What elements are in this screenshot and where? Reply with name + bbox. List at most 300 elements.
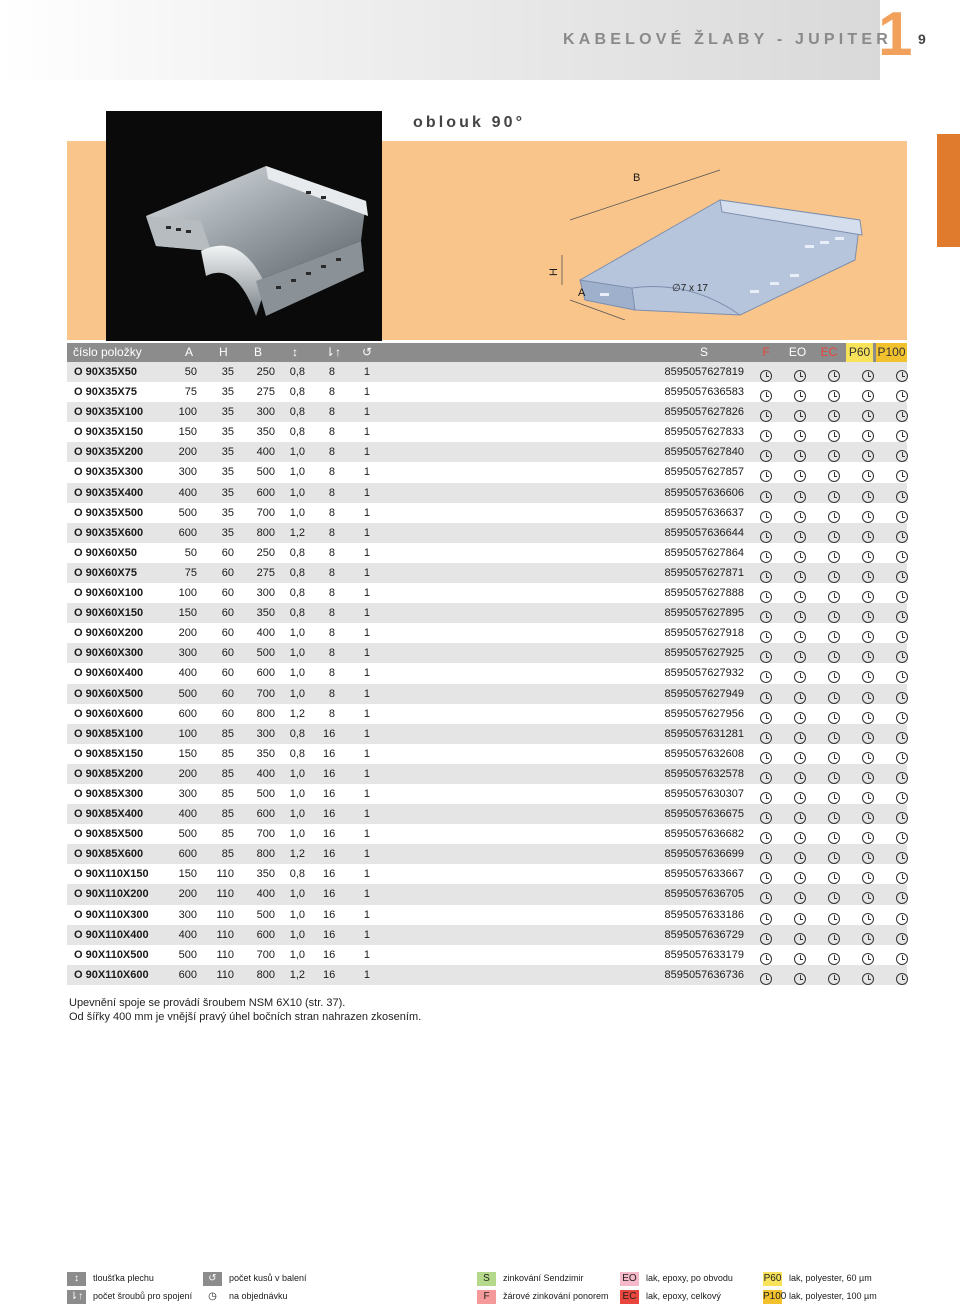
cell-thickness: 0,8	[289, 386, 305, 399]
cell-ean: 8595057627840	[664, 446, 744, 459]
clock-icon	[794, 450, 806, 462]
table-row	[67, 643, 907, 663]
legend-text: počet kusů v balení	[229, 1273, 307, 1283]
clock-icon	[828, 712, 840, 724]
clock-icon	[828, 651, 840, 663]
cell-screws: 8	[328, 466, 335, 479]
clock-icon	[862, 913, 874, 925]
clock-icon	[828, 792, 840, 804]
cell-screws: 8	[328, 687, 335, 700]
clock-icon	[828, 973, 840, 985]
table-row	[67, 603, 907, 623]
cell-thickness: 1,0	[289, 908, 305, 921]
clock-icon	[896, 772, 908, 784]
table-row	[67, 523, 907, 543]
clock-icon	[760, 370, 772, 382]
cell-thickness: 0,8	[289, 426, 305, 439]
cell-code: O 90X35X150	[74, 426, 144, 439]
legend-text: na objednávku	[229, 1291, 288, 1301]
clock-icon	[794, 631, 806, 643]
cell-pieces: 1	[363, 707, 370, 720]
col-header-b: B	[254, 345, 263, 359]
cell-h: 60	[221, 687, 234, 700]
cell-screws: 16	[323, 747, 336, 760]
col-header-eo: EO	[788, 345, 807, 359]
legend-text: žárové zinkování ponorem	[503, 1291, 609, 1301]
table-row	[67, 824, 907, 844]
cell-ean: 8595057627956	[664, 707, 744, 720]
clock-icon	[794, 732, 806, 744]
legend-text: zinkování Sendzimir	[503, 1273, 584, 1283]
cell-screws: 16	[323, 928, 336, 941]
clock-icon	[760, 812, 772, 824]
cell-a: 600	[178, 848, 197, 861]
cell-code: O 90X60X150	[74, 607, 144, 620]
cell-pieces: 1	[363, 587, 370, 600]
legend-symbol: S	[477, 1272, 496, 1286]
clock-icon	[794, 712, 806, 724]
cell-code: O 90X85X500	[74, 828, 144, 841]
cell-b: 700	[256, 687, 275, 700]
cell-code: O 90X110X400	[74, 928, 149, 941]
legend-symbol: F	[477, 1290, 496, 1304]
clock-icon	[794, 390, 806, 402]
cell-a: 500	[178, 687, 197, 700]
table-row	[67, 764, 907, 784]
cell-b: 700	[256, 506, 275, 519]
table-row	[67, 382, 907, 402]
clock-icon	[896, 551, 908, 563]
cell-thickness: 1,0	[289, 446, 305, 459]
cell-code: O 90X60X200	[74, 627, 144, 640]
cell-h: 60	[221, 707, 234, 720]
clock-icon	[794, 370, 806, 382]
cell-thickness: 1,0	[289, 687, 305, 700]
clock-icon	[828, 752, 840, 764]
clock-icon	[760, 712, 772, 724]
cell-screws: 16	[323, 908, 336, 921]
clock-icon	[760, 491, 772, 503]
cell-pieces: 1	[363, 767, 370, 780]
cell-a: 100	[178, 727, 197, 740]
cell-b: 300	[256, 727, 275, 740]
clock-icon	[862, 491, 874, 503]
cell-h: 35	[221, 446, 234, 459]
clock-icon	[896, 913, 908, 925]
table-row	[67, 704, 907, 724]
cell-b: 600	[256, 928, 275, 941]
clock-icon	[862, 933, 874, 945]
clock-icon	[760, 651, 772, 663]
cell-ean: 8595057632608	[664, 747, 744, 760]
cell-h: 60	[221, 627, 234, 640]
clock-icon	[760, 430, 772, 442]
cell-code: O 90X35X500	[74, 506, 144, 519]
cell-ean: 8595057627888	[664, 587, 744, 600]
cell-ean: 8595057636682	[664, 828, 744, 841]
clock-icon	[896, 410, 908, 422]
table-row	[67, 483, 907, 503]
legend-text: lak, epoxy, po obvodu	[646, 1273, 733, 1283]
clock-icon	[862, 390, 874, 402]
cell-thickness: 0,8	[289, 607, 305, 620]
product-photo	[106, 111, 382, 341]
cell-pieces: 1	[363, 386, 370, 399]
table-body	[67, 362, 907, 985]
table-row	[67, 744, 907, 764]
cell-b: 400	[256, 446, 275, 459]
clock-icon	[794, 892, 806, 904]
clock-icon	[862, 973, 874, 985]
legend-symbol: P100	[763, 1291, 787, 1302]
clock-icon	[862, 953, 874, 965]
cell-a: 400	[178, 486, 197, 499]
cell-h: 110	[216, 968, 234, 981]
cell-ean: 8595057627864	[664, 546, 744, 559]
cell-screws: 16	[323, 868, 336, 881]
cell-ean: 8595057636637	[664, 506, 744, 519]
cell-thickness: 1,0	[289, 647, 305, 660]
cell-screws: 16	[323, 848, 336, 861]
cell-pieces: 1	[363, 868, 370, 881]
clock-icon	[794, 752, 806, 764]
cell-h: 110	[216, 888, 234, 901]
clock-icon	[896, 712, 908, 724]
cell-screws: 8	[328, 607, 335, 620]
cell-ean: 8595057636583	[664, 386, 744, 399]
cell-thickness: 1,2	[289, 707, 305, 720]
footnote: Od šířky 400 mm je vnější pravý úhel bočních stran nahrazen zkosením.	[69, 1011, 422, 1023]
cell-screws: 16	[323, 948, 336, 961]
cell-thickness: 1,2	[289, 968, 305, 981]
cell-thickness: 1,0	[289, 828, 305, 841]
clock-icon	[828, 410, 840, 422]
clock-icon	[794, 511, 806, 523]
cell-a: 400	[178, 808, 197, 821]
legend-row	[67, 1289, 907, 1306]
cell-code: O 90X85X200	[74, 767, 144, 780]
cell-ean: 8595057627819	[664, 366, 744, 378]
cell-code: O 90X35X400	[74, 486, 144, 499]
table-row	[67, 543, 907, 563]
cell-ean: 8595057627925	[664, 647, 744, 660]
clock-icon	[862, 511, 874, 523]
cell-b: 275	[256, 386, 275, 399]
cell-h: 35	[221, 506, 234, 519]
clock-icon	[760, 591, 772, 603]
col-header-h: H	[219, 345, 228, 359]
cell-ean: 8595057633179	[664, 948, 744, 961]
cell-thickness: 0,8	[289, 747, 305, 760]
cell-screws: 16	[323, 787, 336, 800]
table-row	[67, 884, 907, 904]
cell-b: 500	[256, 466, 275, 479]
clock-icon	[828, 812, 840, 824]
cell-a: 600	[178, 707, 197, 720]
legend-text: lak, epoxy, celkový	[646, 1291, 721, 1301]
clock-icon	[760, 892, 772, 904]
cell-b: 600	[256, 486, 275, 499]
cell-h: 35	[221, 466, 234, 479]
clock-icon	[828, 370, 840, 382]
clock-icon	[794, 772, 806, 784]
cell-code: O 90X35X300	[74, 466, 144, 479]
clock-icon	[828, 772, 840, 784]
cell-b: 400	[256, 888, 275, 901]
clock-icon	[896, 933, 908, 945]
cell-pieces: 1	[363, 627, 370, 640]
clock-icon	[760, 732, 772, 744]
clock-icon	[862, 551, 874, 563]
clock-icon	[760, 551, 772, 563]
cell-pieces: 1	[363, 667, 370, 680]
legend-text: tloušťka plechu	[93, 1273, 154, 1283]
cell-ean: 8595057627895	[664, 607, 744, 620]
cell-thickness: 1,0	[289, 767, 305, 780]
cell-screws: 8	[328, 486, 335, 499]
cell-a: 300	[178, 908, 197, 921]
cell-a: 150	[178, 868, 197, 881]
clock-icon	[896, 531, 908, 543]
clock-icon	[794, 491, 806, 503]
clock-icon	[896, 852, 908, 864]
cell-pieces: 1	[363, 828, 370, 841]
cell-screws: 8	[328, 566, 335, 579]
cell-a: 400	[178, 928, 197, 941]
clock-icon	[760, 390, 772, 402]
cell-ean: 8595057636729	[664, 928, 744, 941]
legend-symbol: ◷	[203, 1290, 222, 1304]
cell-a: 500	[178, 506, 197, 519]
clock-icon	[828, 913, 840, 925]
col-header-s: S	[700, 345, 709, 359]
table-row	[67, 563, 907, 583]
cell-b: 600	[256, 808, 275, 821]
clock-icon	[828, 511, 840, 523]
cell-screws: 8	[328, 627, 335, 640]
cell-screws: 8	[328, 707, 335, 720]
cell-thickness: 1,0	[289, 808, 305, 821]
cell-h: 110	[216, 948, 234, 961]
chapter-number: 1	[878, 0, 913, 69]
clock-icon	[896, 491, 908, 503]
cell-pieces: 1	[363, 506, 370, 519]
clock-icon	[896, 390, 908, 402]
legend-symbol: EC	[620, 1290, 639, 1304]
clock-icon	[760, 571, 772, 583]
cell-a: 150	[178, 607, 197, 620]
col-header-p100: P100	[876, 343, 907, 362]
clock-icon	[828, 933, 840, 945]
clock-icon	[862, 571, 874, 583]
clock-icon	[760, 953, 772, 965]
cell-ean: 8595057636699	[664, 848, 744, 861]
clock-icon	[896, 752, 908, 764]
section-title: oblouk 90°	[413, 114, 526, 131]
cell-a: 200	[178, 888, 197, 901]
clock-icon	[862, 772, 874, 784]
clock-icon	[794, 531, 806, 543]
col-header-code: číslo položky	[73, 345, 142, 359]
cell-thickness: 1,0	[289, 787, 305, 800]
cell-h: 35	[221, 526, 234, 539]
clock-icon	[760, 872, 772, 884]
clock-icon	[828, 671, 840, 683]
col-header-thickness: ↕	[292, 345, 298, 359]
cell-ean: 8595057631281	[664, 727, 744, 740]
table-row	[67, 965, 907, 985]
cell-a: 150	[178, 426, 197, 439]
table-row	[67, 503, 907, 523]
cell-h: 35	[221, 426, 234, 439]
cell-code: O 90X60X600	[74, 707, 144, 720]
cell-ean: 8595057627857	[664, 466, 744, 479]
table-row	[67, 844, 907, 864]
cell-b: 700	[256, 828, 275, 841]
clock-icon	[862, 752, 874, 764]
cell-b: 350	[256, 607, 275, 620]
cell-ean: 8595057636705	[664, 888, 744, 901]
cell-ean: 8595057627932	[664, 667, 744, 680]
clock-icon	[760, 752, 772, 764]
cell-code: O 90X85X100	[74, 727, 144, 740]
clock-icon	[862, 651, 874, 663]
clock-icon	[896, 692, 908, 704]
clock-icon	[794, 671, 806, 683]
cell-screws: 8	[328, 546, 335, 559]
cell-code: O 90X60X400	[74, 667, 144, 680]
cell-screws: 8	[328, 587, 335, 600]
table-row	[67, 402, 907, 422]
cell-screws: 8	[328, 647, 335, 660]
clock-icon	[896, 611, 908, 623]
cell-code: O 90X60X100	[74, 587, 144, 600]
table-row	[67, 724, 907, 744]
cell-ean: 8595057627949	[664, 687, 744, 700]
legend-text: lak, polyester, 100 µm	[789, 1291, 877, 1301]
cell-thickness: 1,2	[289, 526, 305, 539]
cell-code: O 90X85X150	[74, 747, 144, 760]
table-row	[67, 623, 907, 643]
cell-a: 100	[178, 406, 197, 419]
cell-b: 350	[256, 868, 275, 881]
cell-pieces: 1	[363, 406, 370, 419]
clock-icon	[794, 571, 806, 583]
footnote: Upevnění spoje se provádí šroubem NSM 6X10 (str. 37).	[69, 997, 346, 1009]
cell-pieces: 1	[363, 948, 370, 961]
clock-icon	[896, 953, 908, 965]
clock-icon	[828, 892, 840, 904]
clock-icon	[760, 671, 772, 683]
cell-screws: 8	[328, 406, 335, 419]
cell-a: 500	[178, 828, 197, 841]
cell-screws: 16	[323, 808, 336, 821]
clock-icon	[862, 732, 874, 744]
clock-icon	[896, 671, 908, 683]
clock-icon	[862, 531, 874, 543]
cell-code: O 90X60X75	[74, 566, 137, 579]
table-row	[67, 684, 907, 704]
cell-pieces: 1	[363, 908, 370, 921]
cell-h: 35	[221, 386, 234, 399]
clock-icon	[794, 832, 806, 844]
cell-screws: 8	[328, 526, 335, 539]
cell-thickness: 1,0	[289, 506, 305, 519]
clock-icon	[760, 470, 772, 482]
cell-pieces: 1	[363, 466, 370, 479]
clock-icon	[794, 913, 806, 925]
clock-icon	[794, 852, 806, 864]
table-row	[67, 925, 907, 945]
cell-thickness: 1,0	[289, 948, 305, 961]
cell-h: 60	[221, 647, 234, 660]
col-header-pieces: ↺	[362, 345, 373, 359]
cell-a: 300	[178, 647, 197, 660]
clock-icon	[862, 692, 874, 704]
cell-thickness: 0,8	[289, 566, 305, 579]
cell-ean: 8595057633667	[664, 868, 744, 881]
clock-icon	[760, 832, 772, 844]
col-header-screws: ⇂↑	[325, 345, 342, 359]
cell-pieces: 1	[363, 787, 370, 800]
clock-icon	[828, 832, 840, 844]
cell-code: O 90X60X500	[74, 687, 144, 700]
cell-b: 300	[256, 406, 275, 419]
clock-icon	[760, 852, 772, 864]
cell-code: O 90X35X75	[74, 386, 137, 399]
cell-pieces: 1	[363, 426, 370, 439]
table-row	[67, 362, 907, 382]
cell-a: 75	[184, 386, 197, 399]
cell-a: 150	[178, 747, 197, 760]
clock-icon	[794, 792, 806, 804]
cell-b: 400	[256, 627, 275, 640]
clock-icon	[760, 792, 772, 804]
clock-icon	[828, 611, 840, 623]
clock-icon	[828, 692, 840, 704]
cell-b: 300	[256, 587, 275, 600]
clock-icon	[896, 450, 908, 462]
cell-b: 800	[256, 968, 275, 981]
cell-b: 700	[256, 948, 275, 961]
clock-icon	[896, 812, 908, 824]
clock-icon	[794, 692, 806, 704]
clock-icon	[828, 531, 840, 543]
clock-icon	[828, 732, 840, 744]
cell-pieces: 1	[363, 566, 370, 579]
table-row	[67, 663, 907, 683]
cell-code: O 90X35X100	[74, 406, 144, 419]
cell-code: O 90X110X600	[74, 968, 149, 981]
clock-icon	[828, 591, 840, 603]
cell-pieces: 1	[363, 808, 370, 821]
cell-thickness: 1,0	[289, 928, 305, 941]
cell-h: 35	[221, 486, 234, 499]
cell-code: O 90X35X600	[74, 526, 144, 539]
clock-icon	[862, 852, 874, 864]
cell-ean: 8595057636644	[664, 526, 744, 539]
cell-b: 400	[256, 767, 275, 780]
clock-icon	[862, 591, 874, 603]
drawing-label-h: H	[547, 268, 560, 276]
cell-b: 250	[256, 546, 275, 559]
cell-code: O 90X110X500	[74, 948, 149, 961]
table-row	[67, 945, 907, 965]
cell-thickness: 0,8	[289, 366, 305, 378]
cell-h: 85	[221, 808, 234, 821]
technical-drawing	[540, 160, 880, 320]
cell-pieces: 1	[363, 848, 370, 861]
